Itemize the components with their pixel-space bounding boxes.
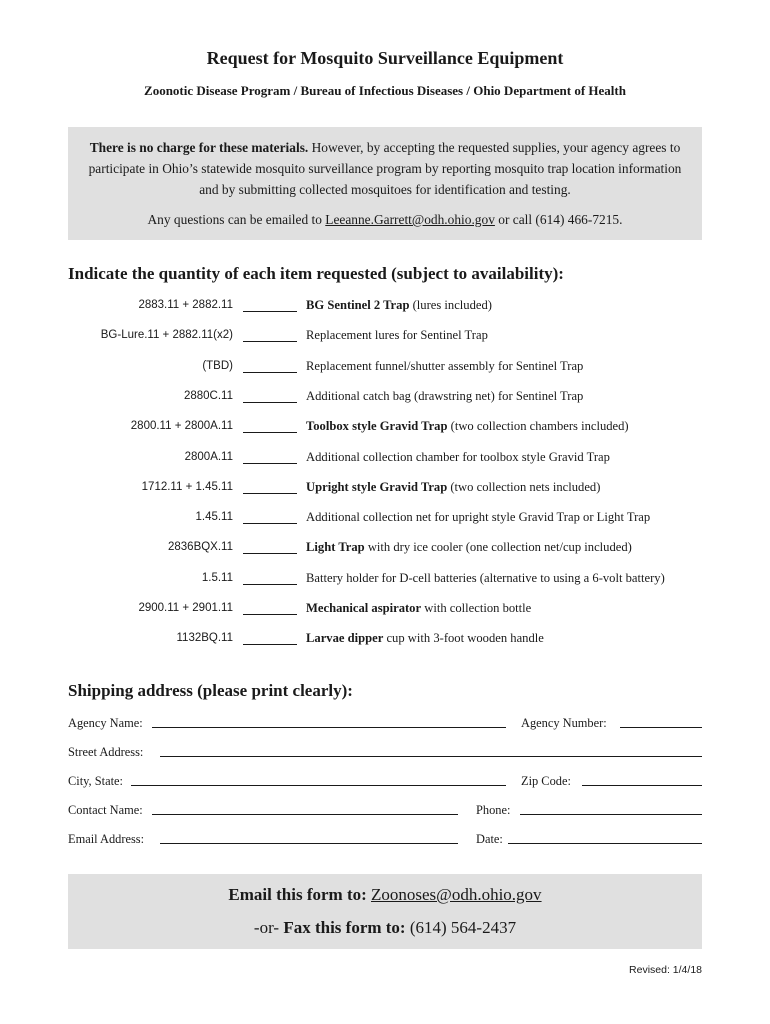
item-quantity-input[interactable]	[243, 644, 297, 645]
item-description	[306, 504, 650, 530]
agency-number-input[interactable]	[620, 727, 702, 728]
email-form-label: Email this form to:	[228, 885, 367, 904]
fax-form-label: Fax this form to:	[283, 918, 406, 937]
item-row	[0, 292, 770, 322]
item-quantity-input[interactable]	[243, 463, 297, 464]
item-detail: Battery holder for D-cell batteries (alternative to using a 6-volt battery)	[306, 570, 665, 585]
item-quantity-input[interactable]	[243, 614, 297, 615]
street-address-label: Street Address:	[68, 745, 144, 759]
item-row	[0, 625, 770, 655]
item-detail: (two collection chambers included)	[447, 419, 629, 434]
item-quantity-input[interactable]	[243, 584, 297, 585]
item-row	[0, 474, 770, 504]
item-description	[306, 474, 600, 500]
item-quantity-input[interactable]	[243, 493, 297, 494]
items-heading: Indicate the quantity of each item requested (subject to availability):	[68, 264, 564, 283]
item-quantity-input[interactable]	[243, 432, 297, 433]
item-name: Larvae dipper	[306, 631, 384, 646]
contact-email-link[interactable]: Leeanne.Garrett@odh.ohio.gov	[325, 212, 495, 227]
zip-code-input[interactable]	[582, 785, 702, 786]
notice-bold-lead: There is no charge for these materials.	[89, 140, 309, 155]
or-text: -or-	[253, 918, 280, 937]
item-description	[306, 353, 583, 379]
item-code: 2900.11 + 2901.11	[138, 602, 233, 614]
item-detail: Additional collection net for upright style Gravid Trap or Light Trap	[306, 510, 651, 525]
item-quantity-input[interactable]	[243, 553, 297, 554]
date-input[interactable]	[508, 843, 702, 844]
questions-suffix: or call (614) 466-7215.	[494, 212, 623, 227]
item-quantity-input[interactable]	[243, 341, 297, 342]
agency-name-input[interactable]	[152, 727, 506, 728]
item-row	[0, 595, 770, 625]
item-row	[0, 413, 770, 443]
item-code: 1712.11 + 1.45.11	[141, 480, 233, 493]
item-quantity-input[interactable]	[243, 372, 297, 373]
notice-body: However, by accepting the requested supplies, your agency agrees to participate in Ohio’s statewide mosquito surveillance program by reporting mosquito trap location information and by submitting collected mosquitoes for identification and testing.	[88, 140, 682, 197]
contact-name-input[interactable]	[152, 814, 458, 815]
item-name: Toolbox style Gravid Trap	[306, 419, 448, 434]
agency-number-label: Agency Number:	[521, 716, 607, 730]
item-row	[0, 322, 770, 352]
item-row	[0, 504, 770, 534]
item-code: 1.45.11	[195, 511, 233, 524]
item-description	[306, 444, 610, 470]
item-quantity-input[interactable]	[243, 402, 297, 403]
item-code: 2880C.11	[183, 389, 233, 402]
item-description	[306, 595, 531, 621]
item-name: Light Trap	[306, 540, 365, 555]
revision-date: Revised: 1/4/18	[629, 964, 702, 976]
item-code: 1.5.11	[201, 571, 233, 584]
shipping-heading: Shipping address (please print clearly):	[68, 681, 353, 700]
item-code: 2800A.11	[184, 450, 233, 463]
agency-name-label: Agency Name:	[68, 716, 143, 730]
item-name: Mechanical aspirator	[306, 601, 422, 615]
item-detail: with dry ice cooler (one collection net/cup included)	[364, 540, 632, 555]
city-state-label: City, State:	[68, 774, 123, 788]
item-row	[0, 444, 770, 474]
questions-line	[82, 209, 688, 230]
item-row	[0, 383, 770, 413]
item-code: (TBD)	[202, 359, 233, 372]
contact-name-label: Contact Name:	[68, 803, 143, 817]
item-code: 2883.11 + 2882.11	[138, 299, 233, 311]
email-address-input[interactable]	[160, 843, 458, 844]
item-detail: Additional catch bag (drawstring net) for Sentinel Trap	[306, 388, 584, 403]
item-description	[306, 534, 632, 560]
item-code: 1132BQ.11	[176, 632, 233, 645]
item-detail: Replacement funnel/shutter assembly for Sentinel Trap	[306, 358, 584, 373]
submission-email-link[interactable]: Zoonoses@odh.ohio.gov	[371, 885, 542, 904]
item-name: Upright style Gravid Trap	[306, 479, 448, 494]
item-quantity-input[interactable]	[243, 311, 297, 312]
item-detail: (lures included)	[409, 298, 492, 312]
item-detail: Replacement lures for Sentinel Trap	[306, 328, 488, 343]
item-row	[0, 534, 770, 564]
item-code: 2800.11 + 2800A.11	[130, 420, 233, 433]
notice-text	[82, 137, 688, 200]
fax-form-line	[0, 918, 770, 938]
email-address-label: Email Address:	[68, 832, 145, 846]
email-form-line	[0, 885, 770, 905]
item-detail: (two collection nets included)	[447, 479, 601, 494]
item-name: BG Sentinel 2 Trap	[306, 298, 410, 312]
item-detail: with collection bottle	[421, 601, 532, 615]
phone-input[interactable]	[520, 814, 702, 815]
page-subtitle: Zoonotic Disease Program / Bureau of Infectious Diseases / Ohio Department of Health	[144, 83, 626, 98]
item-description	[306, 292, 492, 318]
item-code: 2836BQX.11	[167, 541, 233, 554]
item-description	[306, 565, 665, 591]
phone-label: Phone:	[476, 803, 511, 817]
item-code: BG-Lure.11 + 2882.11(x2)	[100, 329, 233, 342]
item-description	[306, 413, 629, 439]
date-label: Date:	[476, 832, 503, 846]
notice-box	[68, 127, 702, 240]
questions-prefix: Any questions can be emailed to	[147, 212, 326, 227]
city-state-input[interactable]	[131, 785, 506, 786]
item-row	[0, 353, 770, 383]
zip-code-label: Zip Code:	[521, 774, 571, 788]
street-address-input[interactable]	[160, 756, 702, 757]
fax-number: (614) 564-2437	[409, 918, 517, 937]
page-title: Request for Mosquito Surveillance Equipment	[206, 48, 564, 68]
item-description	[306, 322, 488, 348]
item-quantity-input[interactable]	[243, 523, 297, 524]
item-detail: cup with 3-foot wooden handle	[383, 631, 544, 646]
item-description	[306, 625, 544, 651]
item-description	[306, 383, 583, 409]
item-detail: Additional collection chamber for toolbox style Gravid Trap	[306, 449, 610, 464]
item-row	[0, 565, 770, 595]
